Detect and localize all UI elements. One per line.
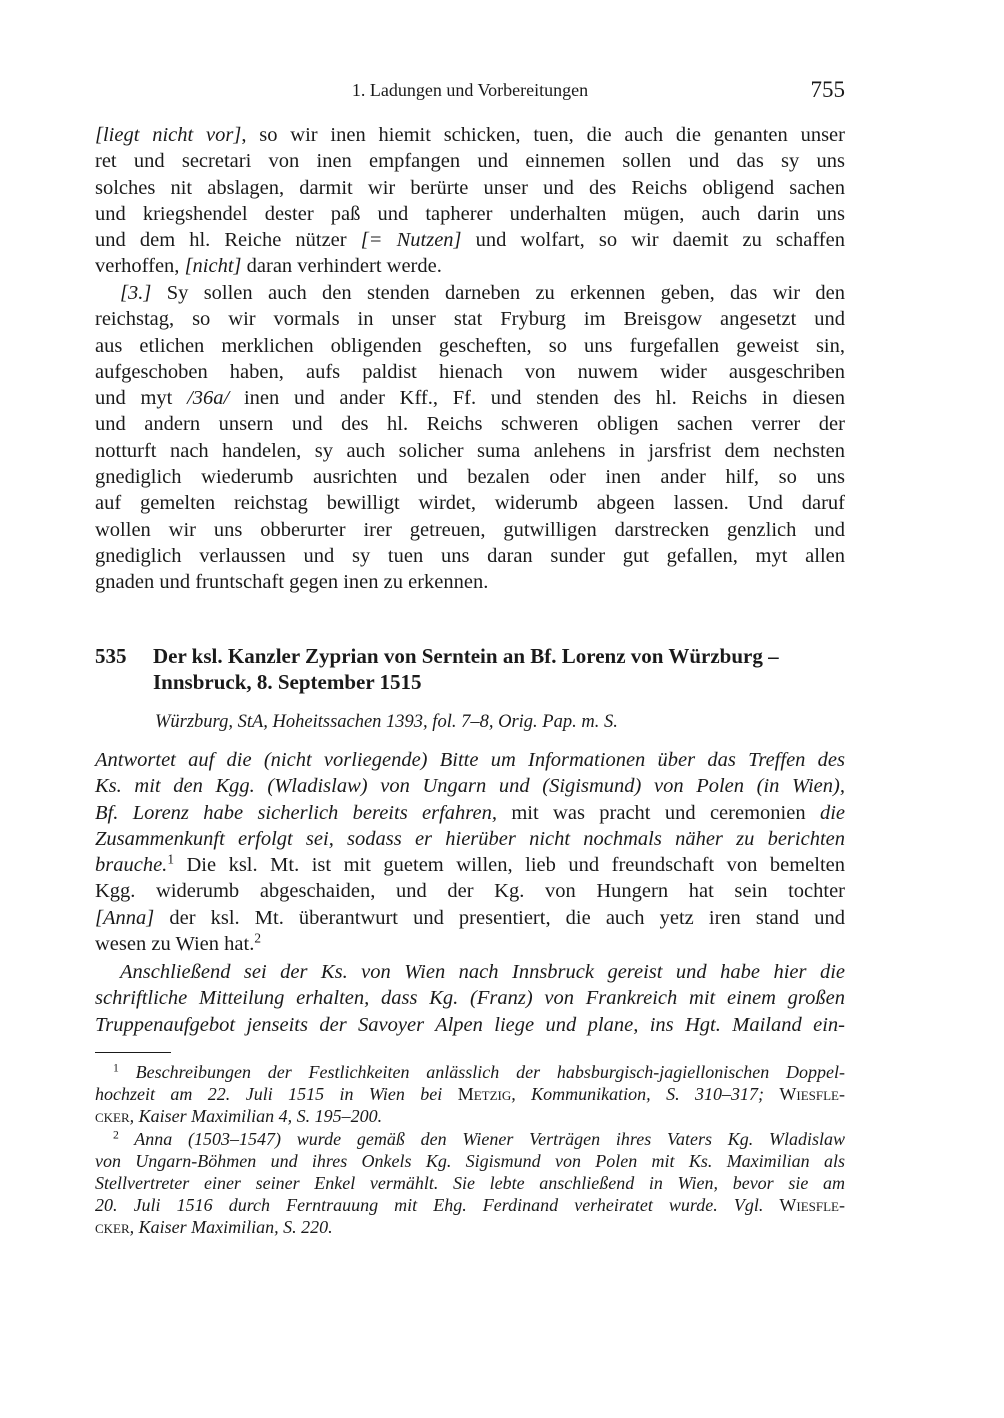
text-run: [3.] — [120, 282, 152, 304]
text-run: Truppenaufgebot jenseits der Savoyer Alpen liege und plane, ins Hgt. Mailand ein- — [95, 1013, 845, 1036]
footnote-line — [95, 1128, 845, 1150]
text-run: aufgeschoben haben, aufs paldist hienach von nuwem wider ausgeschriben — [95, 360, 845, 383]
text-run: Ks. mit den Kgg. (Wladislaw) von Ungarn und (Sigismund) von Polen (in Wien), — [95, 775, 845, 798]
text-line — [95, 878, 845, 904]
footnote-line — [95, 1172, 845, 1194]
text-run: /36a/ — [187, 387, 230, 410]
footnote-marker: 1 — [167, 851, 174, 867]
text-run: gnediglich wiederumb ausrichten und bezalen oder inen ander hilf, so uns — [95, 466, 845, 489]
footnote-line — [95, 1061, 845, 1083]
text-run: notturft nach handelen, sy auch solicher suma anlehens in jarsfrist dem nechsten — [95, 439, 845, 462]
footnote-line — [95, 1194, 845, 1216]
text-line — [95, 800, 845, 826]
text-run: wollen wir uns obberurter irer getreuen, gutwilligen darstrecken genzlich und — [95, 518, 845, 541]
text-run: und kriegshendel dester paß und tapherer underhalten mügen, auch darin uns — [95, 202, 845, 225]
text-run: und myt — [95, 387, 188, 410]
text-run: schriftliche Mitteilung erhalten, dass Kg. (Franz) von Frankreich mit einem großen — [95, 987, 845, 1010]
text-line — [95, 1012, 845, 1038]
footnote-line — [95, 1083, 845, 1105]
text-run: 20. Juli 1516 durch Ferntrauung mit Ehg. Ferdinand verheiratet wurde. Vgl. — [95, 1195, 780, 1216]
text-run: , so wir inen hiemit schicken, tuen, die auch die genanten unser — [241, 124, 845, 146]
text-run: und andern unsern und des hl. Reichs schweren obligen sachen verrer der — [95, 413, 845, 436]
text-line — [95, 280, 845, 306]
paragraph — [95, 280, 845, 596]
text-line — [95, 201, 845, 227]
text-run: , Kommunikation, S. 310–317; — [511, 1084, 780, 1105]
text-run: auf gemelten reichstag bewilligt wirdet, widerumb abgeen lassen. Und daruf — [95, 492, 845, 515]
paragraph — [95, 959, 845, 1038]
text-line — [95, 773, 845, 799]
text-run: Zusammenkunft erfolgt sei, sodass er hierüber nicht nochmals näher zu berichten — [95, 827, 845, 850]
text-run: und wolfart, so wir daemit zu schaffen — [461, 229, 845, 252]
footnote-marker: 1 — [113, 1061, 119, 1075]
text-line — [95, 253, 845, 279]
footnote-marker: 2 — [254, 930, 261, 946]
footnotes — [95, 1061, 845, 1239]
footnote-line — [95, 1216, 845, 1238]
text-run: inen und ander Kff., Ff. und stenden des hl. Reichs in diesen — [229, 387, 845, 410]
footnote-marker: 2 — [113, 1128, 119, 1142]
text-run: daran verhindert werde. — [241, 255, 442, 278]
text-line — [95, 959, 845, 985]
text-run: Sy sollen auch den stenden darneben zu erkennen geben, das wir den — [151, 282, 845, 304]
text-line — [95, 227, 845, 253]
text-line — [95, 411, 845, 437]
text-run: cker — [95, 1217, 130, 1238]
text-line — [95, 464, 845, 490]
text-run: Bf. Lorenz habe sicherlich bereits erfahren, — [95, 801, 497, 824]
document-title-line: Innsbruck, 8. September 1515 — [153, 670, 422, 694]
text-run: Anna (1503–1547) wurde gemäß den Wiener Verträgen ihres Vaters Kg. Wladislaw — [118, 1128, 845, 1149]
text-run: [= Nutzen] — [360, 229, 462, 252]
text-line — [95, 359, 845, 385]
text-run: brauche. — [95, 854, 168, 877]
text-run: gnediglich verlaussen und sy tuen uns daran sunder gut gefallen, myt allen — [95, 544, 845, 567]
text-line — [95, 931, 845, 957]
text-run: der ksl. Mt. überantwurt und presentiert, die auch yetz iren stand und — [154, 906, 845, 929]
text-line — [95, 517, 845, 543]
text-run: hochzeit am 22. Juli 1515 in Wien bei — [95, 1084, 458, 1105]
document-number: 535 — [95, 644, 127, 668]
text-run: wesen zu Wien hat. — [95, 933, 255, 956]
document-title-line: Der ksl. Kanzler Zyprian von Serntein an Bf. Lorenz von Würzburg – — [153, 644, 779, 668]
text-run: Stellvertreter einer seiner Enkel vermählt. Sie lebte anschließend in Wien, bevor sie am — [95, 1172, 845, 1193]
archival-source: Würzburg, StA, Hoheitssachen 1393, fol. 7–8, Orig. Pap. m. S. — [155, 712, 618, 732]
text-run: cker — [95, 1106, 130, 1127]
footnote-line — [95, 1150, 845, 1172]
text-run: ret und secretari von inen empfangen und einnemen sollen und das sy uns — [95, 150, 845, 173]
text-run: Wiesfle- — [779, 1084, 845, 1105]
text-run: [liegt nicht vor] — [95, 124, 242, 146]
text-line — [95, 747, 845, 773]
text-run: Die ksl. Mt. ist mit guetem willen, lieb und freundschaft von bemelten — [173, 854, 845, 877]
text-run: Antwortet auf die (nicht vorliegende) Bitte um Informationen über das Treffen des — [95, 749, 845, 771]
text-line — [95, 385, 845, 411]
text-line — [95, 175, 845, 201]
text-run: aus etlichen merklichen obligenden gescheften, so uns furgefallen geweist sin, — [95, 334, 845, 357]
text-run: [Anna] — [95, 906, 155, 929]
text-run: Kgg. widerumb abgeschaiden, und der Kg. von Hungern hat sein tochter — [95, 880, 845, 903]
page-number: 755 — [810, 77, 845, 102]
paragraph — [95, 747, 845, 957]
text-run: gnaden und fruntschaft gegen inen zu erkennen. — [95, 571, 489, 594]
text-run: verhoffen, — [95, 255, 185, 278]
text-line — [95, 905, 845, 931]
text-run: und dem hl. Reiche nützer — [95, 229, 361, 252]
text-run: , Kaiser Maximilian 4, S. 195–200. — [129, 1106, 383, 1127]
text-line — [95, 490, 845, 516]
text-line — [95, 543, 845, 569]
footnote-rule — [95, 1052, 171, 1053]
text-line — [95, 148, 845, 174]
text-line — [95, 569, 845, 595]
text-line — [95, 438, 845, 464]
text-run: solches nit abslagen, darmit wir berürte unser und des Reichs obligend sachen — [95, 176, 845, 199]
text-run: Metzig — [457, 1084, 512, 1105]
text-run: Wiesfle- — [779, 1195, 845, 1216]
paragraph — [95, 122, 845, 280]
text-line — [95, 306, 845, 332]
running-head: 1. Ladungen und Vorbereitungen — [351, 80, 589, 100]
text-line — [95, 122, 845, 148]
footnote-line — [95, 1105, 845, 1127]
text-run: die — [819, 801, 845, 824]
text-run: Beschreibungen der Festlichkeiten anlässlich der habsburgisch-jagiellonischen Doppel- — [118, 1062, 845, 1082]
text-run: reichstag, so wir vormals in unser stat Fryburg im Breisgow angesetzt und — [95, 308, 845, 331]
text-line — [95, 985, 845, 1011]
text-run: Anschließend sei der Ks. von Wien nach Innsbruck gereist und habe hier die — [120, 961, 845, 983]
text-line — [95, 333, 845, 359]
text-line — [95, 826, 845, 852]
text-run: von Ungarn-Böhmen und ihres Onkels Kg. Sigismund von Polen mit Ks. Maximilian als — [95, 1150, 845, 1171]
text-run: mit was pracht und ceremonien — [497, 801, 820, 824]
text-run: , Kaiser Maximilian, S. 220. — [129, 1217, 333, 1238]
text-run: [nicht] — [184, 255, 242, 278]
text-line — [95, 852, 845, 878]
